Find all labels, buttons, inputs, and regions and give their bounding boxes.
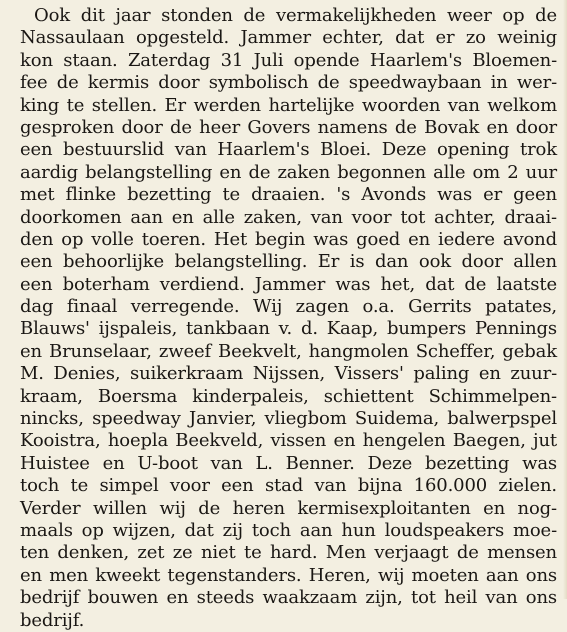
text-line: dag finaal verregende. Wij zagen o.a. Gerrits patates, — [20, 296, 557, 318]
text-line: M. Denies, suikerkraam Nijssen, Vissers' paling en zuur- — [20, 363, 557, 385]
text-line: toch te simpel voor een stad van bijna 160.000 zielen. — [20, 475, 557, 497]
text-line: met flinke bezetting te draaien. 's Avonds was er geen — [20, 184, 557, 206]
text-line: Ook dit jaar stonden de vermakelijkheden weer op de — [34, 5, 557, 26]
text-line: bedrijf. — [20, 609, 85, 631]
text-line: Kooistra, hoepla Beekveld, vissen en hengelen Baegen, jut — [20, 430, 557, 452]
page-edge-shadow — [563, 0, 567, 599]
text-line: een boterham verdiend. Jammer was het, dat de laatste — [20, 273, 557, 295]
text-line: nincks, speedway Janvier, vliegbom Suidema, balwerpspel — [20, 408, 557, 430]
text-line: en men kweekt tegenstanders. Heren, wij moeten aan ons — [20, 564, 557, 586]
text-line: gesproken door de heer Govers namens de Bovak en door — [20, 116, 557, 138]
text-line: bedrijf bouwen en steeds waakzaam zijn, tot heil van ons — [20, 587, 557, 609]
text-line: kraam, Boersma kinderpaleis, schiettent Schimmelpen- — [20, 385, 557, 407]
text-line: maals op wijzen, dat zij toch aan hun loudspeakers moe- — [20, 519, 557, 541]
text-line: Huistee en U-boot van L. Benner. Deze bezetting was — [20, 452, 557, 474]
text-line: fee de kermis door symbolisch de speedwaybaan in wer- — [20, 72, 557, 94]
text-line: en Brunselaar, zweef Beekvelt, hangmolen Scheffer, gebak — [20, 340, 557, 362]
text-line: een bestuurslid van Haarlem's Bloei. Deze opening trok — [20, 139, 557, 161]
text-line: aardig belangstelling en de zaken begonnen alle om 2 uur — [20, 161, 557, 183]
text-line: kon staan. Zaterdag 31 Juli opende Haarlem's Bloemen- — [20, 49, 557, 71]
text-line: Blauws' ijspaleis, tankbaan v. d. Kaap, bumpers Pennings — [20, 318, 557, 340]
text-line: king te stellen. Er werden hartelijke woorden van welkom — [20, 94, 557, 116]
text-line: Nassaulaan opgesteld. Jammer echter, dat er zo weinig — [20, 27, 557, 49]
text-line: doorkomen aan en alle zaken, van voor tot achter, draai- — [20, 206, 557, 228]
text-line: den op volle toeren. Het begin was goed en iedere avond — [20, 228, 557, 250]
text-line: een behoorlijke belangstelling. Er is dan ook door allen — [20, 251, 557, 273]
article-body — [20, 5, 557, 632]
text-line: ten denken, zet ze niet te hard. Men verjaagt de mensen — [20, 542, 557, 564]
text-line: Verder willen wij de heren kermisexploitanten en nog- — [20, 497, 557, 519]
